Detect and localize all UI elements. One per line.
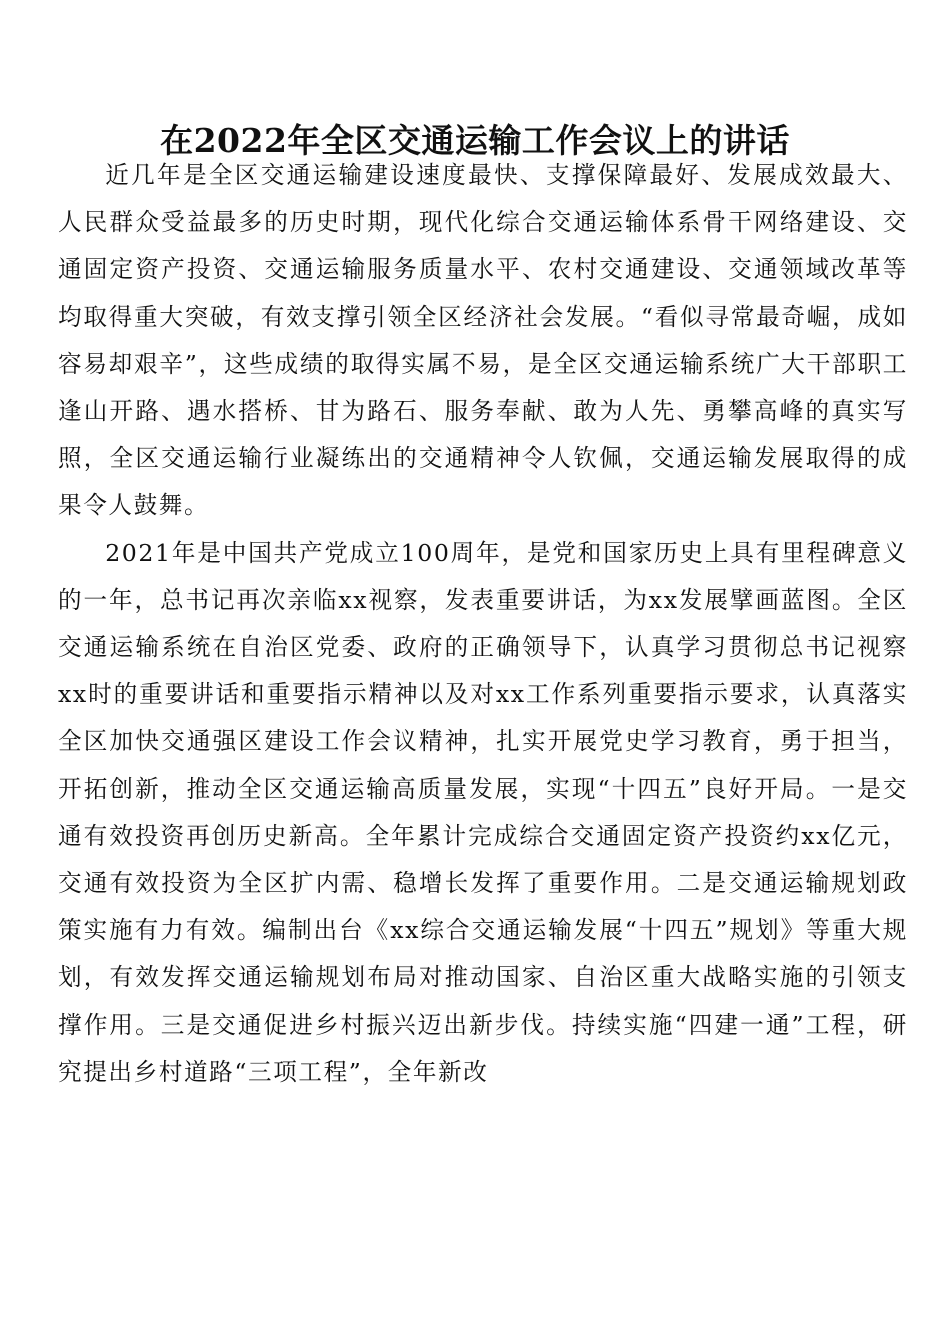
document-body [58, 152, 908, 1096]
paragraph-intro: 近几年是全区交通运输建设速度最快、支撑保障最好、发展成效最大、人民群众受益最多的历史时期，现代化综合交通运输体系骨干网络建设、交通固定资产投资、交通运输服务质量水平、农村交通建设、交通领域改革等均取得重大突破，有效支撑引领全区经济社会发展。“看似寻常最奇崛，成如容易却艰辛”，这些成绩的取得实属不易，是全区交通运输系统广大干部职工逢山开路、遇水搭桥、甘为路石、服务奉献、敢为人先、勇攀高峰的真实写照，全区交通运输行业凝练出的交通精神令人钦佩，交通运输发展取得的成果令人鼓舞。 [58, 161, 908, 520]
document-title: 在2022年全区交通运输工作会议上的讲话 [160, 121, 790, 161]
paragraph-2021-review: 2021年是中国共产党成立100周年，是党和国家历史上具有里程碑意义的一年，总书记再次亲临xx视察，发表重要讲话，为xx发展擘画蓝图。全区交通运输系统在自治区党委、政府的正确领导下，认真学习贯彻总书记视察xx时的重要讲话和重要指示精神以及对xx工作系列重要指示要求，认真落实全区加快交通强区建设工作会议精神，扎实开展党史学习教育，勇于担当，开拓创新，推动全区交通运输高质量发展，实现“十四五”良好开局。一是交通有效投资再创历史新高。全年累计完成综合交通固定资产投资约xx亿元，交通有效投资为全区扩内需、稳增长发挥了重要作用。二是交通运输规划政策实施有力有效。编制出台《xx综合交通运输发展“十四五”规划》等重大规划，有效发挥交通运输规划布局对推动国家、自治区重大战略实施的引领支撑作用。三是交通促进乡村振兴迈出新步伐。持续实施“四建一通”工程，研究提出乡村道路“三项工程”，全年新改 [58, 538, 908, 1086]
